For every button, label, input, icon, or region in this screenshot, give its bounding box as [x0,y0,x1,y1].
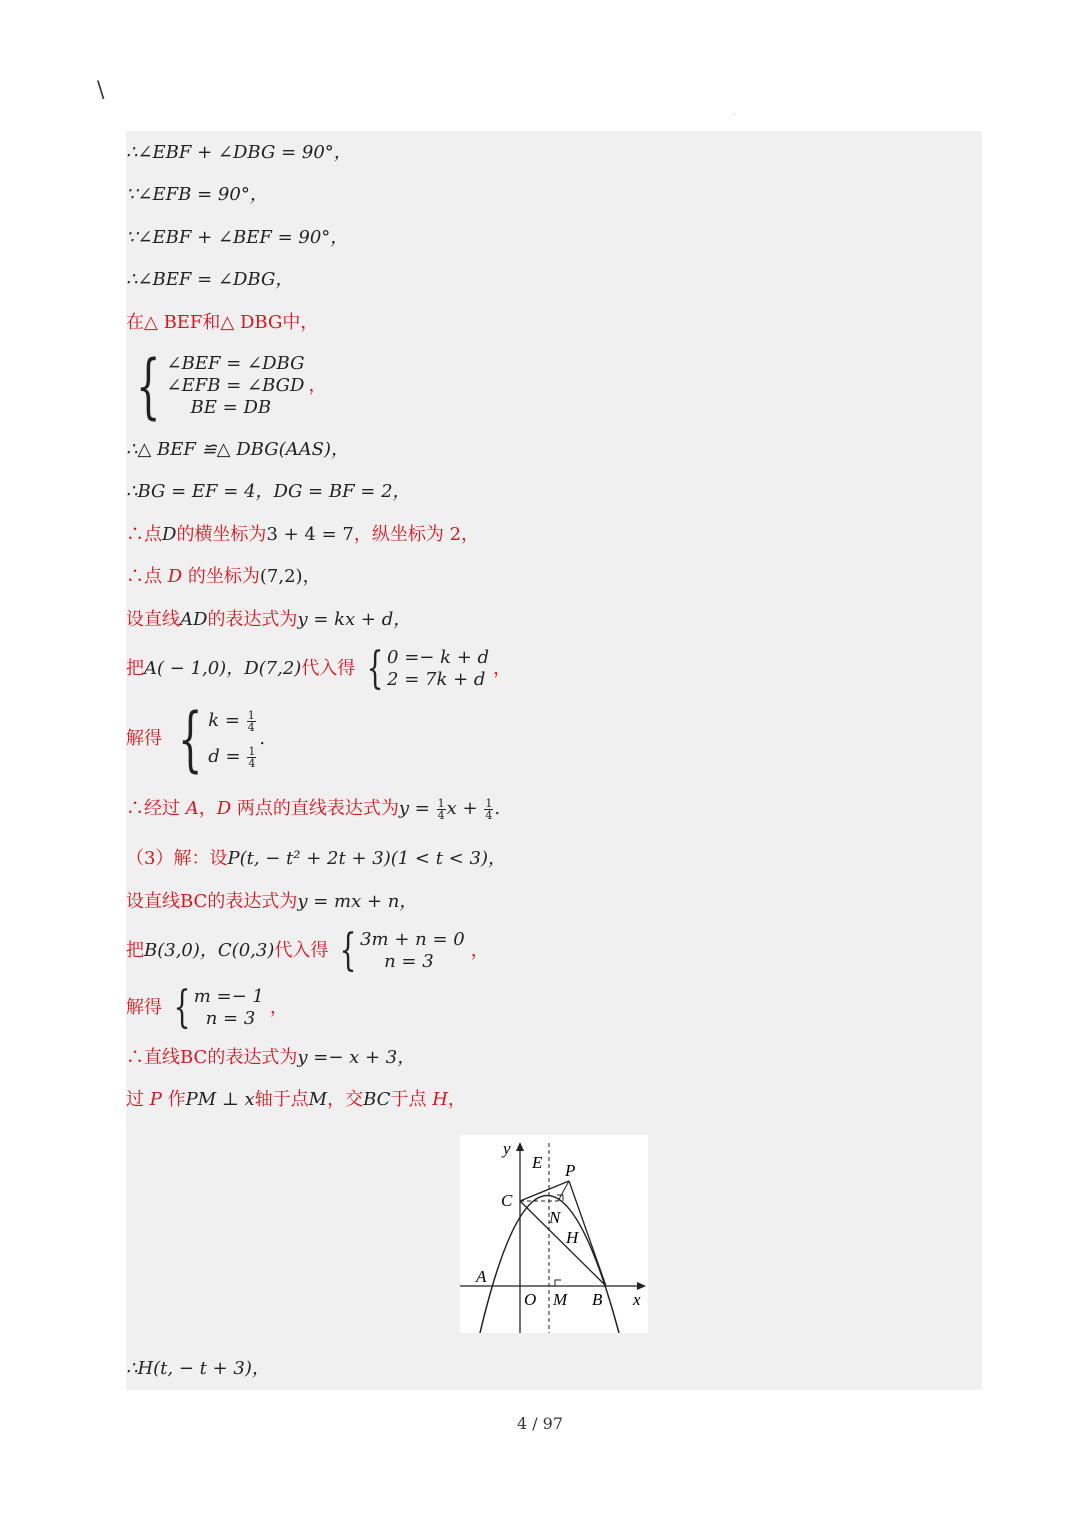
fraction: $\frac{1}{4}$ [247,708,255,734]
fraction: $\frac{1}{4}$ [248,744,256,770]
y-axis-arrow [516,1142,524,1151]
line-18: 解得 { m =− 1 n = 3 ， [126,982,288,1033]
label-m: M [553,1290,568,1309]
left-brace: { [136,345,161,427]
system-1: { ∠BEF = ∠DBG ∠EFB = ∠BGD BE = DB ， [136,345,327,427]
left-brace: { [173,982,191,1033]
fraction: $\frac{1}{4}$ [437,796,445,822]
line-16: 设直线BC的表达式为y = mx + n， [126,891,418,912]
top-mark: \ [97,78,105,103]
label-x: x [633,1290,641,1309]
left-brace: { [339,925,357,976]
label-b: B [592,1290,603,1309]
line-13: 解得 { k = $\frac{1}{4}$ d = $\frac{1}{4}$ . [126,698,266,780]
line-10: ∴点 D 的坐标为(7,2)， [126,566,321,587]
line-11: 设直线AD的表达式为y = kx + d， [126,609,412,630]
right-angle-m [555,1280,561,1286]
label-n: N [549,1208,561,1227]
stray-dot: · [733,110,736,119]
line-21: ∴H(t, − t + 3)， [126,1358,270,1379]
line-8: ∴BG = EF = 4，DG = BF = 2， [126,481,411,502]
line-14: ∴经过 A，D 两点的直线表达式为y = $\frac{1}{4}$ x + $\frac{1}{4}$ . [126,796,501,822]
line-17: 把B(3,0)，C(0,3)代入得 { 3m + n = 0 n = 3 ， [126,925,489,976]
fraction: $\frac{1}{4}$ [485,796,493,822]
label-o: O [524,1290,537,1309]
solution-panel [126,131,982,1390]
label-h: H [566,1228,579,1247]
label-c: C [501,1191,513,1210]
page-number: 4 / 97 [516,1414,564,1433]
left-brace: { [366,643,384,694]
line-9: ∴点D的横坐标为3 + 4 = 7，纵坐标为 2， [126,524,480,545]
line-20: 过 P 作PM ⊥ x轴于点M，交BC于点 H， [126,1089,466,1110]
label-a: A [476,1267,487,1286]
x-axis-arrow [637,1282,646,1290]
line-2: ∵∠EFB = 90°， [126,184,268,205]
line-15: （3）解：设P(t, − t² + 2t + 3)(1 < t < 3)， [126,848,506,869]
segment-cb [520,1201,606,1286]
left-brace: { [177,698,203,780]
line-4: ∴∠BEF = ∠DBG， [126,269,294,290]
parabola-figure [460,1135,648,1333]
segment-cp [520,1181,569,1201]
label-y: y [503,1139,511,1158]
line-19: ∴直线BC的表达式为y =− x + 3， [126,1047,416,1068]
line-12: 把A( − 1,0)，D(7,2)代入得 { 0 =− k + d 2 = 7k + d ， [126,643,512,694]
line-5: 在△ BEF和△ DBG中， [126,312,319,333]
line-7: ∴△ BEF ≌△ DBG(AAS)， [126,439,349,460]
parabola-diagram [460,1135,648,1333]
line-3: ∵∠EBF + ∠BEF = 90°， [126,227,349,248]
label-e: E [532,1153,543,1172]
line-1: ∴∠EBF + ∠DBG = 90°， [126,142,352,163]
label-p: P [565,1161,576,1180]
